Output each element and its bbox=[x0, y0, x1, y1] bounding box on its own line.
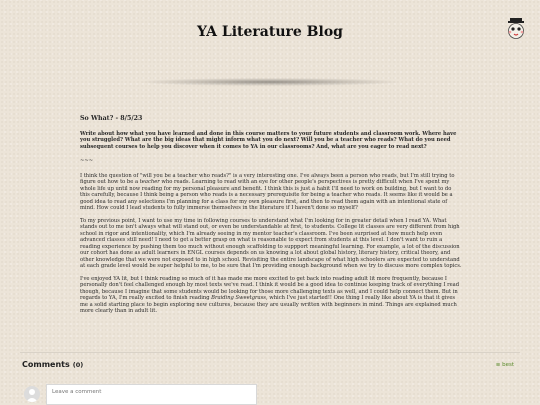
comments-label: Comments bbox=[22, 360, 70, 369]
comments-divider bbox=[20, 352, 520, 353]
mascot-icon[interactable] bbox=[506, 18, 526, 40]
post-title[interactable]: So What? - 8/5/23 bbox=[80, 115, 143, 122]
book-title: Braiding Sweetgrass bbox=[211, 295, 266, 301]
post-paragraph: To my previous point, I want to use my time in following courses to understand what I'm looking for in greater detail when I read YA. What stands out to me isn't always what will stand out, or even be understandable at first, to students. College lit classes are very different from high school in rigor and intentionality, which I'm already seeing in my mentor teacher's classroom. I've been surprised at how much help even advanced classes still need! I need to get a better grasp on what is reasonable to expect from students at this level. I don't want to ruin a reading experience by pushing them too much without enough scaffolding to suppport meaningful learning. For example, a lot of the discussion our cohort has done as adult learners in ENGL courses depends on us knowing a lot about global history, literary history, critical theory, and other knowledge that we were not exposed to in high school. Revisiting the entire landscape of what high schoolers are expected to understand at each grade level would be super helpful to me, to be sure that I'm providing enough background when we try to discuss more complex topics. bbox=[80, 217, 462, 269]
comments-count: (0) bbox=[72, 361, 84, 369]
avatar bbox=[24, 386, 40, 402]
comment-input[interactable] bbox=[46, 384, 257, 405]
sort-dropdown[interactable] bbox=[496, 362, 514, 368]
blog-post bbox=[80, 116, 462, 321]
sort-icon: ≡ bbox=[495, 362, 501, 368]
blog-title[interactable]: YA Literature Blog bbox=[197, 24, 343, 40]
post-separator: ~~~ bbox=[80, 158, 94, 164]
comments-heading bbox=[22, 360, 83, 369]
emphasis: teacher bbox=[139, 179, 160, 185]
header-divider bbox=[140, 78, 400, 86]
post-paragraph: I think the question of "will you be a teacher who reads?" is a very interesting one. I've always been a person who reads, but I'm still trying to figure out how to be a teacher who reads. Learning to read with an eye for other people's perspectives is pretty difficult when I've spent my whole life up until now reading for my personal pleasure and benefit. I think this is just a habit I'll need to work on building, but I want to do this carefully, because I think being a person who reads is a necessary prerequisite for being a teacher who reads. It seems like it would be a good idea to read any selections I'm planning for a class for my own pleasure first, and then to read them again with an intentional state of mind. How could I lead students to fully immerse themselves in the literature if I haven't done so myself? bbox=[80, 172, 455, 211]
post-prompt: Write about how what you have learned and done in this course matters to your future students and classroom work. Where have you struggled? What are the big ideas that might inform what you do next? Will you be a teacher who reads? What do you need subsequent courses to help you discover when it comes to YA in our classrooms? And, what are you eager to read next? bbox=[80, 130, 457, 150]
post-paragraph: I've enjoyed YA lit, but I think reading so much of it has made me more excited to get back into reading adult lit more frequently, because I personally don't feel challenged enough by most texts we've read. I think it would be a good idea to continue keeping track of everything I read though, because I imagine that some students would be looking for those more challenging texts as well, and I could help connect them. But in regards to YA, I'm really excited to finish reading Braiding Sweetgrass, which I've just started!! One thing I really like about YA is that it gives me a solid starting place to begin exploring new cultures, because they are usually written with beginners in mind. Things are explained much more clearly than in adult lit. bbox=[80, 275, 460, 314]
sort-label: best bbox=[502, 362, 514, 368]
